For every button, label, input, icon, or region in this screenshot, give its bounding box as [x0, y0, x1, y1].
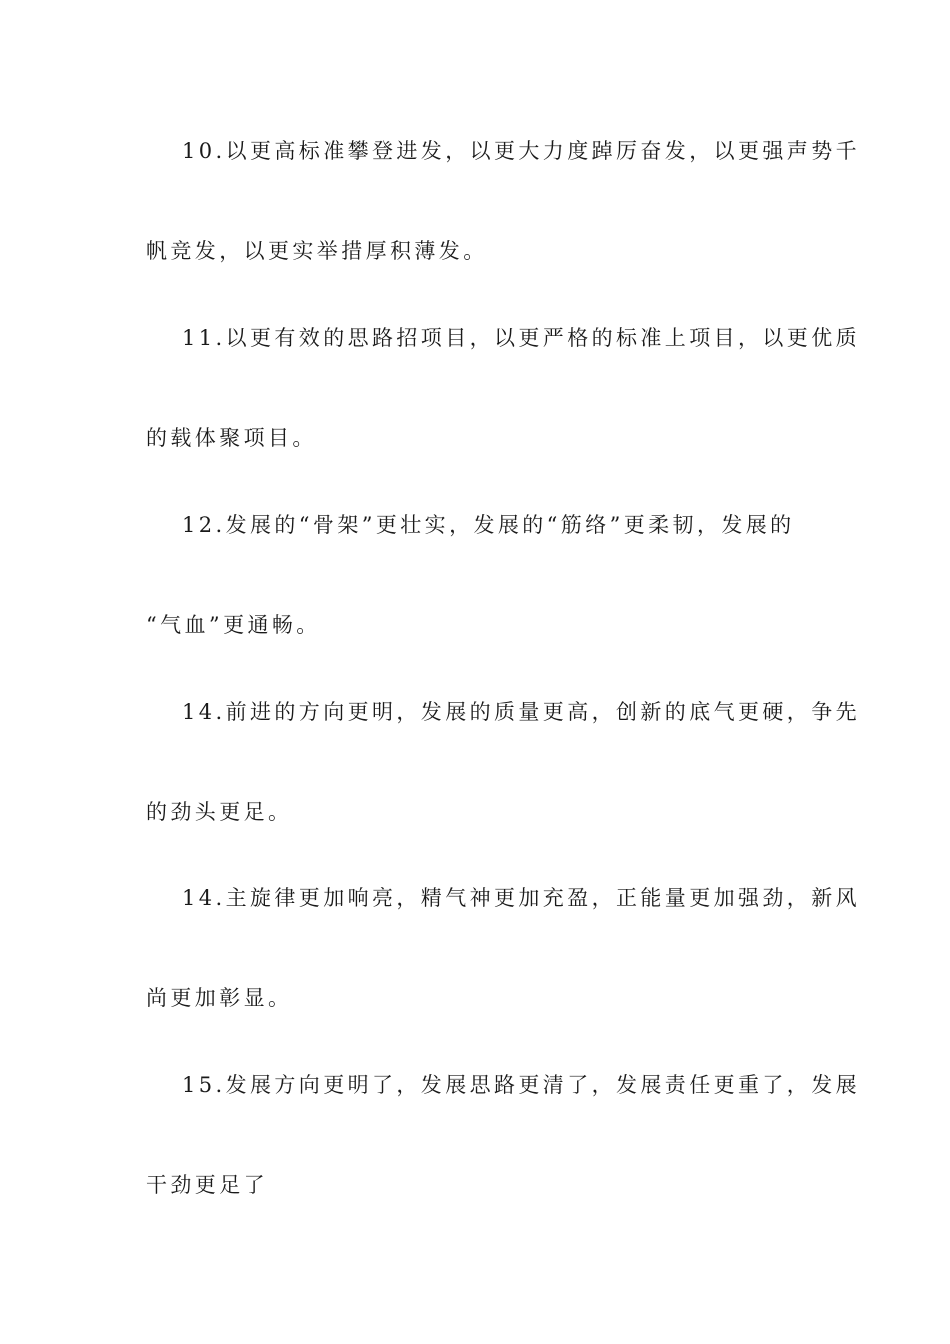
paragraph-line: 14.前进的方向更明，发展的质量更高，创新的底气更硬，争先 [182, 700, 860, 724]
paragraph-line: 15.发展方向更明了，发展思路更清了，发展责任更重了，发展 [182, 1073, 860, 1097]
paragraph-11 [146, 326, 860, 450]
paragraph-line: 干劲更足了 [146, 1173, 268, 1197]
paragraph-14b [146, 886, 860, 1010]
paragraph-line: 14.主旋律更加响亮，精气神更加充盈，正能量更加强劲，新风 [182, 886, 860, 910]
paragraph-12 [146, 513, 806, 637]
paragraph-line: “气血”更通畅。 [146, 613, 321, 637]
paragraph-line: 的载体聚项目。 [146, 426, 317, 450]
paragraph-line: 帆竞发，以更实举措厚积薄发。 [146, 239, 488, 263]
paragraph-line: 尚更加彰显。 [146, 986, 293, 1010]
paragraph-10 [146, 139, 860, 263]
paragraph-line: 12.发展的“骨架”更壮实，发展的“筋络”更柔韧，发展的 [182, 513, 795, 537]
paragraph-line: 的劲头更足。 [146, 800, 293, 824]
paragraph-line: 11.以更有效的思路招项目，以更严格的标准上项目，以更优质 [182, 326, 860, 350]
paragraph-line: 10.以更高标准攀登进发，以更大力度踔厉奋发，以更强声势千 [182, 139, 860, 163]
paragraph-15 [146, 1073, 860, 1197]
paragraph-14a [146, 700, 860, 824]
